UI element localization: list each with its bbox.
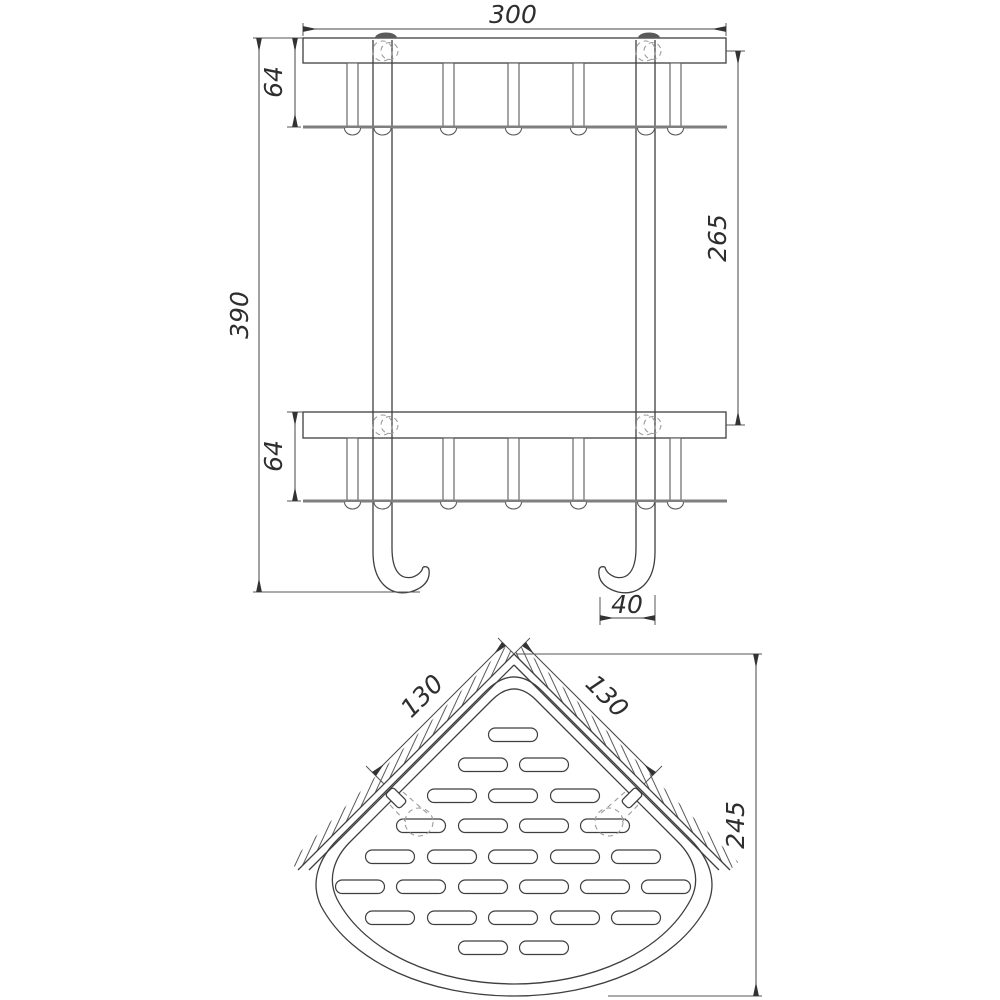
- dim-label-40: 40: [611, 590, 643, 619]
- dim-lower-tier-height: [259, 412, 303, 501]
- dim-label-130-right: 130: [579, 668, 635, 724]
- dim-label-390: 390: [225, 291, 254, 339]
- dim-label-64-bottom: 64: [259, 440, 288, 472]
- dim-tier-spacing: [703, 51, 745, 425]
- dim-label-300: 300: [489, 0, 537, 29]
- screw-cap-left: [375, 33, 397, 39]
- bottom-rail: [303, 412, 726, 438]
- screw-cap-right: [638, 33, 660, 39]
- top-view: [290, 638, 762, 996]
- dim-label-245: 245: [721, 801, 750, 849]
- right-hook: [599, 40, 655, 593]
- dim-label-130-left: 130: [394, 668, 450, 724]
- dim-label-265: 265: [703, 214, 732, 262]
- front-view: [225, 0, 745, 625]
- dim-overall-width: [303, 0, 726, 36]
- basket-outer-edge: [316, 677, 712, 996]
- lower-tier-balusters: [347, 438, 681, 501]
- dim-upper-tier-height: [253, 38, 303, 127]
- dim-overall-height: [225, 38, 420, 592]
- top-rail: [303, 38, 726, 63]
- dim-hook-width: [600, 590, 655, 625]
- corner-walls: [298, 654, 730, 870]
- left-hook: [373, 40, 429, 593]
- dim-label-64-top: 64: [259, 66, 288, 98]
- upper-tier-balusters: [347, 63, 681, 127]
